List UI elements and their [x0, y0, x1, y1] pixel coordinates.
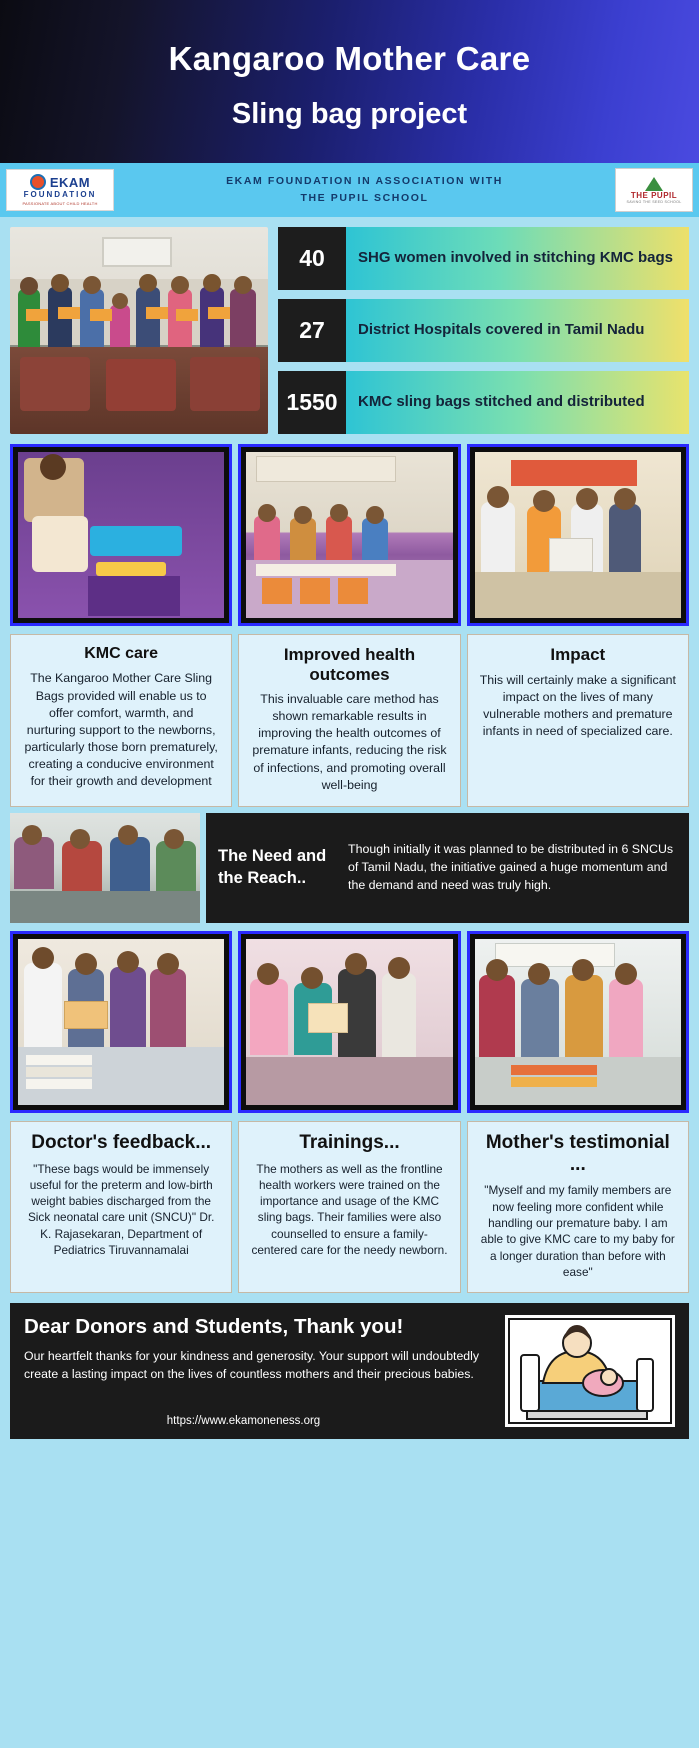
cards-row-2: [0, 1117, 699, 1297]
ekam-logo-tagline: PASSIONATE ABOUT CHILD HEALTH: [22, 201, 98, 206]
group-photo-distribution: [10, 227, 268, 434]
card-body: The Kangaroo Mother Care Sling Bags provided will enable us to offer comfort, warmth, and nurturing support to the newborns, particularly those born prematurely, creating a conducive environment for their growth and development: [24, 671, 218, 789]
stat-label: District Hospitals covered in Tamil Nadu: [346, 299, 689, 362]
stats-section: [0, 217, 699, 440]
card-title: Improved health outcomes: [283, 645, 416, 684]
the-pupil-school-logo: [615, 168, 693, 212]
stat-number: 1550: [278, 371, 346, 434]
info-card: [467, 1121, 689, 1293]
page-header: [0, 0, 699, 163]
stat-number: 40: [278, 227, 346, 290]
need-and-reach-section: [0, 811, 699, 927]
ekam-foundation-logo: [6, 169, 114, 211]
photo-frame: [10, 931, 232, 1113]
stat-item: [278, 299, 689, 362]
info-card: [238, 1121, 460, 1293]
need-body: Though initially it was planned to be distributed in 6 SNCUs of Tamil Nadu, the initiative gained a huge momentum and the demand and need was truly high.: [348, 841, 674, 892]
card-body: "These bags would be immensely useful for the preterm and low-birth weight babies discharged from the Sick neonatal care unit (SNCU)" Dr. K. Rajasekaran, Department of Pediatrics Tiruvannamalai: [27, 1161, 215, 1257]
photo-frame: [467, 444, 689, 626]
photo-row-1: [0, 440, 699, 630]
card-body: "Myself and my family members are now feeling more confident while handling our premature baby. I am able to give KMC care to my baby for a longer duration than before with ease": [480, 1183, 675, 1279]
association-line-1: EKAM FOUNDATION IN ASSOCIATION WITH: [226, 175, 503, 188]
photo-frame: [467, 931, 689, 1113]
tree-icon: [645, 177, 663, 191]
association-text: [120, 173, 609, 207]
pupil-logo-sub: SAVING THE SEED SCHOOL: [626, 199, 682, 204]
photo-kmc-banner: [18, 452, 224, 618]
photo-frame: [10, 444, 232, 626]
info-card: [238, 634, 460, 807]
card-title: Impact: [550, 645, 606, 664]
card-body: The mothers as well as the frontline health workers were trained on the importance and usage of the KMC sling bags. Their families were also counselled to ensure a family-centered care for the needy newborn.: [251, 1161, 448, 1257]
association-bar: [0, 163, 699, 217]
photo-distribution-stall: [246, 452, 452, 618]
ekam-logo-sub: FOUNDATION: [23, 190, 97, 199]
photo-staff-receiving-bags: [18, 939, 224, 1105]
need-and-reach-panel: [206, 813, 689, 923]
card-title: Mother's testimonial ...: [485, 1131, 670, 1175]
mother-and-baby-illustration: [505, 1315, 675, 1427]
thanks-title: Dear Donors and Students, Thank you!: [24, 1315, 404, 1339]
page-subtitle: Sling bag project: [231, 98, 468, 130]
photo-frame: [238, 444, 460, 626]
info-card: [10, 1121, 232, 1293]
stat-label: KMC sling bags stitched and distributed: [346, 371, 689, 434]
ekam-logo-mark: [30, 174, 46, 190]
stat-number: 27: [278, 299, 346, 362]
card-title: Trainings...: [299, 1131, 400, 1153]
photo-ward-mothers: [10, 813, 200, 923]
ekam-logo-name: EKAM: [49, 174, 91, 190]
thanks-body: Our heartfelt thanks for your kindness and generosity. Your support will undoubtedly create a lasting impact on the lives of countless mothers and their precious babies.: [24, 1349, 480, 1381]
need-title: The Need and the Reach..: [218, 847, 327, 887]
info-card: [467, 634, 689, 807]
association-line-2: THE PUPIL SCHOOL: [300, 192, 429, 204]
photo-nurses-presenting-bag: [246, 939, 452, 1105]
website-url[interactable]: https://www.ekamoneness.org: [166, 1415, 321, 1428]
card-body: This will certainly make a significant impact on the lives of many vulnerable mothers and premature infants in need of specialized care.: [479, 672, 676, 738]
page-title: Kangaroo Mother Care: [168, 40, 531, 77]
info-card: [10, 634, 232, 807]
card-title: KMC care: [84, 645, 159, 662]
card-title: Doctor's feedback...: [31, 1131, 212, 1153]
stat-item: [278, 227, 689, 290]
photo-row-2: [0, 927, 699, 1117]
thank-you-section: [10, 1303, 689, 1439]
stat-label: SHG women involved in stitching KMC bags: [346, 227, 689, 290]
photo-mother-receiving-bag: [475, 939, 681, 1105]
cards-row-1: [0, 630, 699, 811]
pupil-logo-name: THE PUPIL: [630, 190, 678, 200]
stat-item: [278, 371, 689, 434]
mother-baby-icon: [505, 1315, 675, 1427]
photo-frame: [238, 931, 460, 1113]
photo-handover-doctors: [475, 452, 681, 618]
stats-list: [278, 227, 689, 434]
card-body: This invaluable care method has shown remarkable results in improving the health outcomes of premature infants, reducing the risk of infections, and promoting overall well-being: [252, 692, 447, 792]
